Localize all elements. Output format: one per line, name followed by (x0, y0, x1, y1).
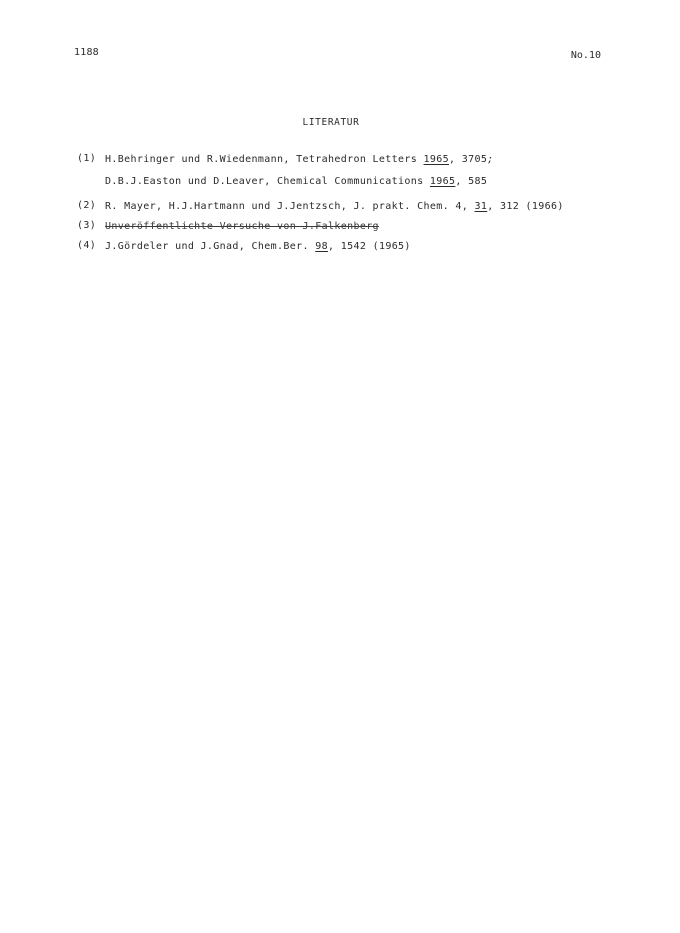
reference-rest: , 312 (1966) (487, 201, 564, 212)
reference-item-3 (77, 220, 617, 240)
reference-number: (4) (77, 240, 97, 251)
reference-number: (3) (77, 220, 97, 231)
reference-page: , 3705 (449, 154, 488, 165)
reference-volume: 31 (474, 201, 488, 212)
reference-text: Unveröffentlichte Versuche von J.Falkenberg (105, 221, 379, 232)
reference-line (105, 200, 617, 220)
reference-text: D.B.J.Easton und D.Leaver, Chemical Communications (105, 176, 430, 187)
reference-volume: 98 (315, 241, 328, 252)
reference-rest: , 1542 (1965) (327, 241, 411, 252)
reference-year: 1965 (429, 176, 456, 187)
reference-item-2 (77, 200, 617, 220)
reference-number: (2) (77, 200, 97, 211)
section-title: LITERATUR (302, 117, 360, 128)
reference-year: 1965 (423, 154, 450, 165)
reference-item-1 (77, 153, 617, 197)
reference-text: H.Behringer und R.Wiedenmann, Tetrahedron Letters (105, 154, 424, 165)
page-number: 1188 (74, 47, 99, 58)
reference-line (105, 240, 617, 262)
reference-line (105, 220, 617, 240)
reference-number: (1) (77, 153, 97, 164)
reference-line (105, 175, 617, 197)
journal-issue-number: No.10 (570, 50, 601, 61)
reference-list (77, 153, 617, 262)
reference-page: , 585 (455, 176, 488, 187)
reference-end-mark: ; (487, 154, 494, 165)
reference-text: R. Mayer, H.J.Hartmann und J.Jentzsch, J. prakt. Chem. 4, (105, 201, 475, 212)
reference-line (105, 153, 617, 175)
reference-text: J.Gördeler und J.Gnad, Chem.Ber. (105, 241, 316, 252)
reference-item-4 (77, 240, 617, 262)
